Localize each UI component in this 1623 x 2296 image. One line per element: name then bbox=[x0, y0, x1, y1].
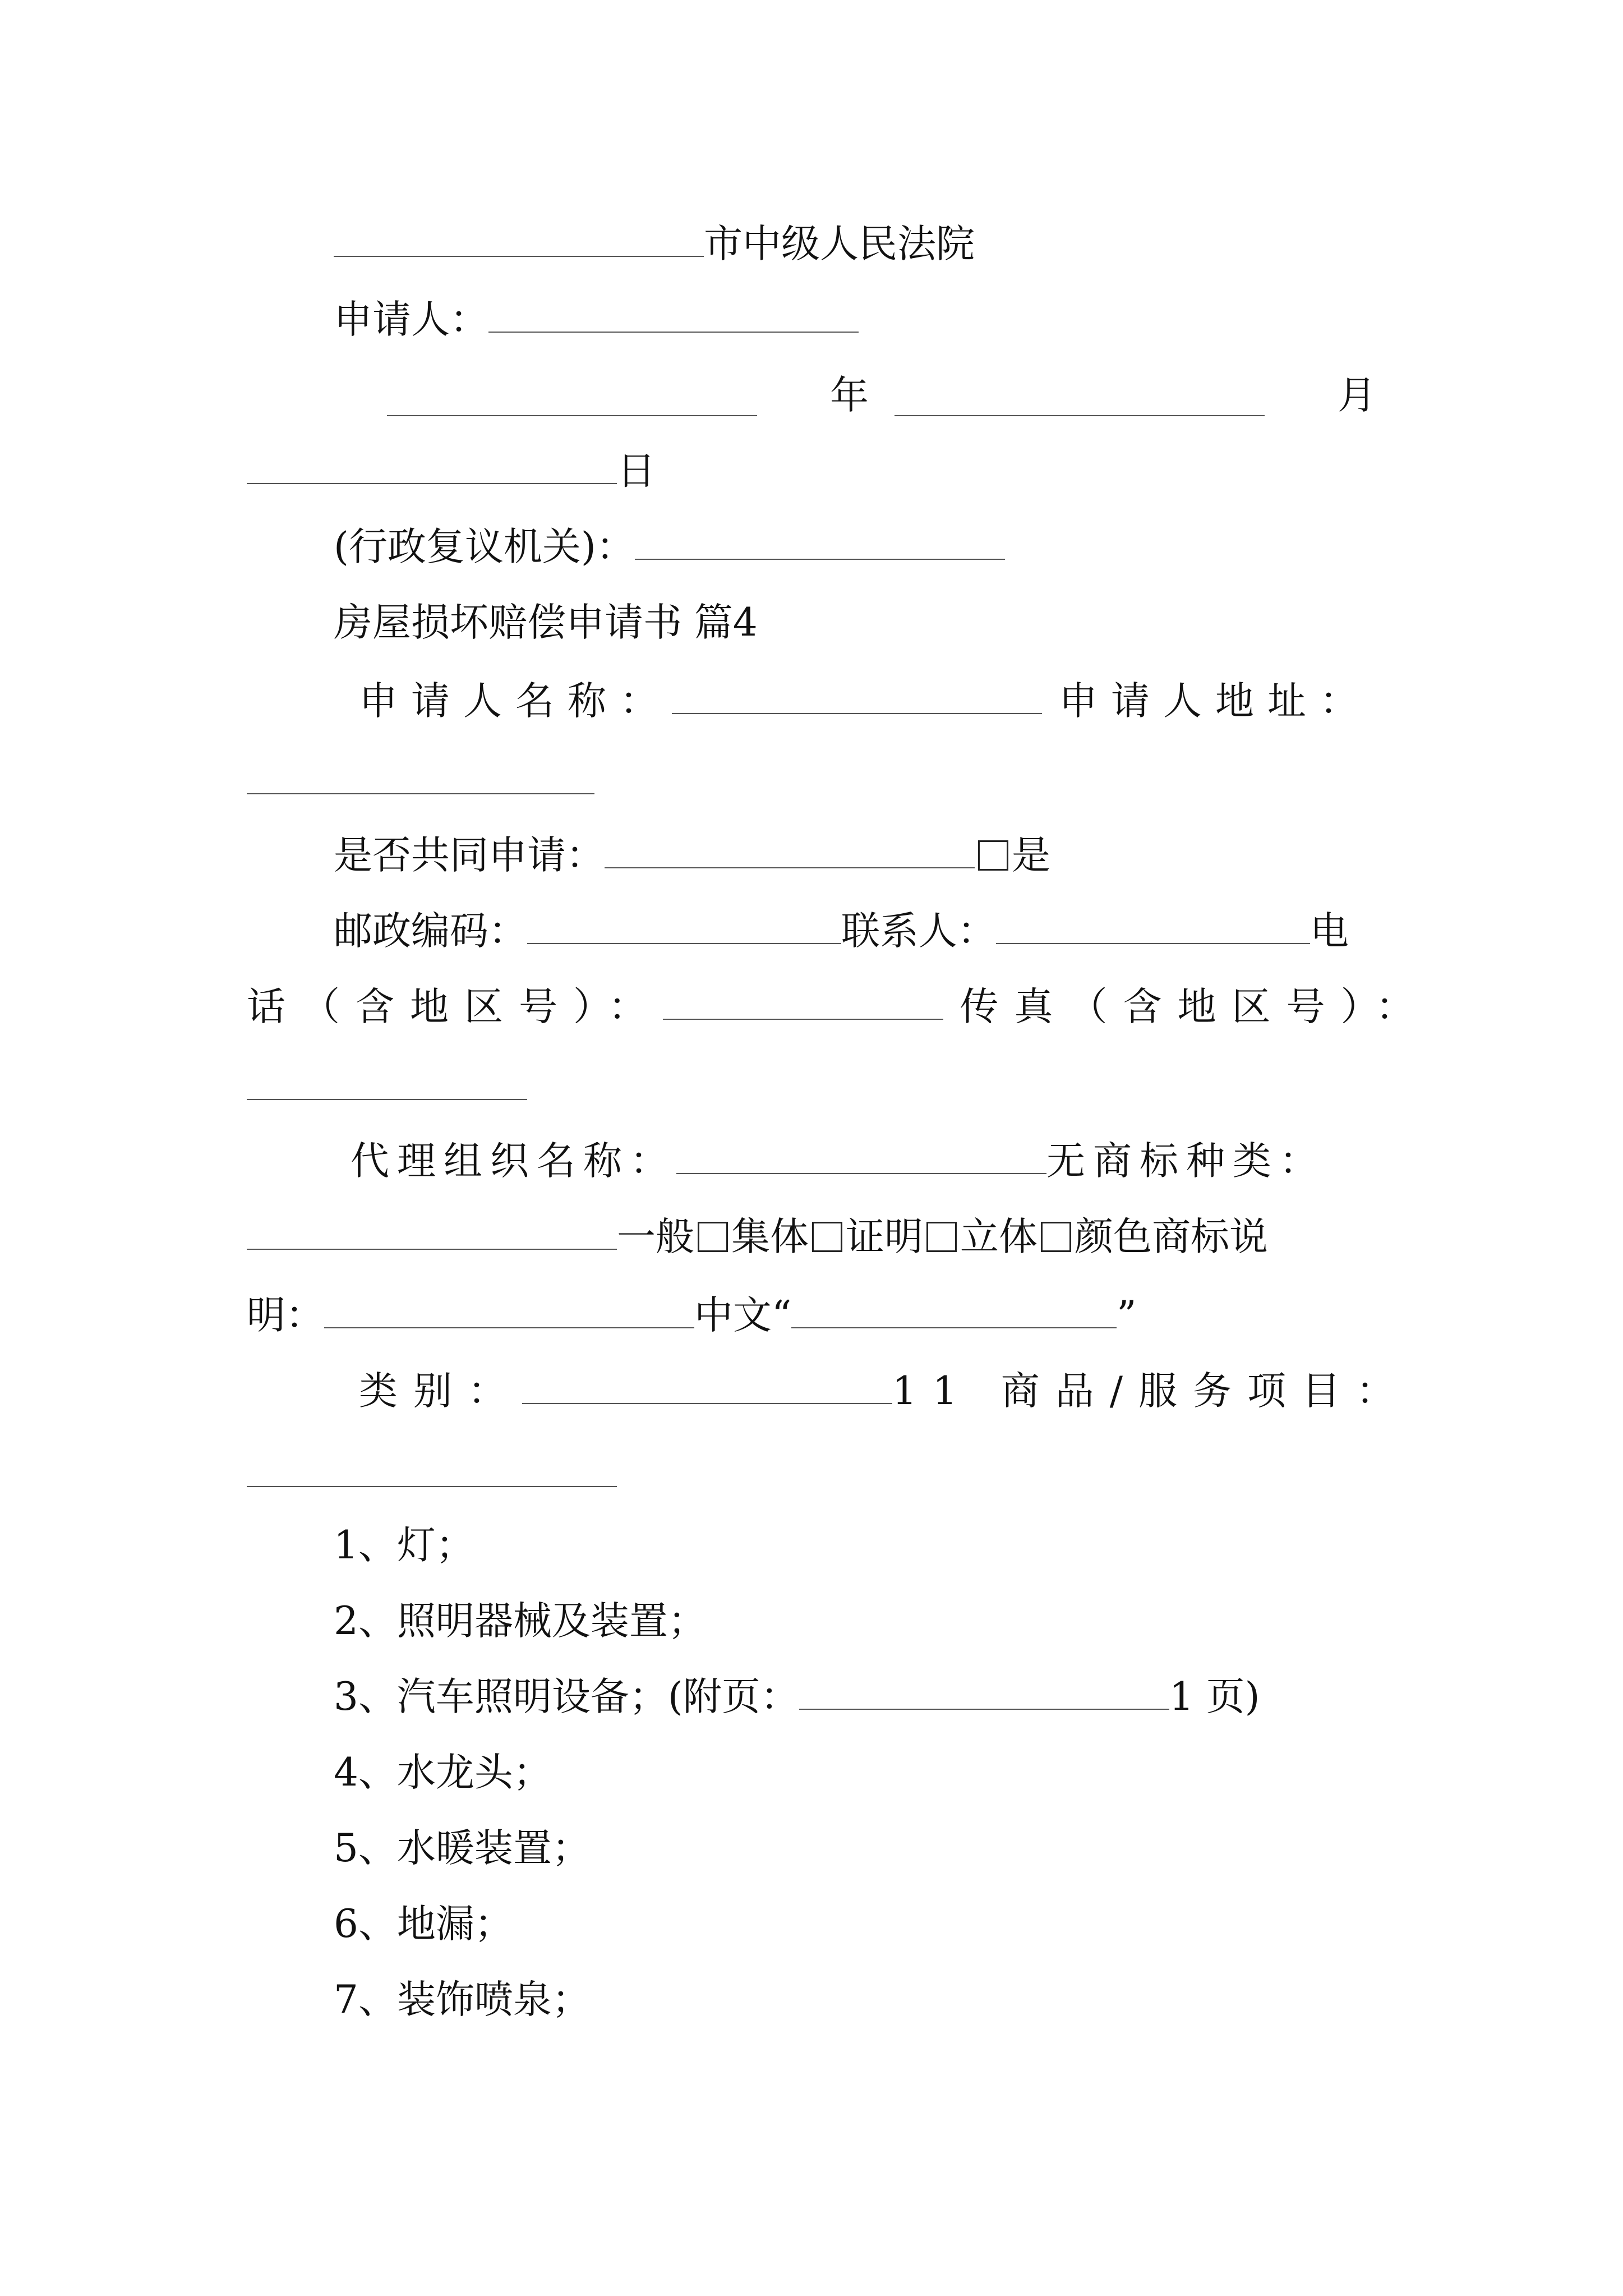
tm-type-certification: 证明 bbox=[846, 1214, 923, 1259]
joint-blank[interactable] bbox=[605, 831, 975, 868]
list-item-label: 3、汽车照明设备；(附页： bbox=[334, 1674, 799, 1719]
description-label: 明： bbox=[247, 1293, 324, 1338]
phone-label: 话（含地区号）： bbox=[247, 984, 663, 1029]
court-suffix: 市中级人民法院 bbox=[704, 222, 975, 266]
list-item: 6、地漏； bbox=[334, 1902, 513, 1947]
name-address-line bbox=[359, 670, 1372, 732]
list-item: 2、照明器械及装置； bbox=[334, 1599, 707, 1644]
applicant-line bbox=[334, 289, 859, 351]
tm-checkbox-3d[interactable] bbox=[926, 1222, 957, 1252]
day-line bbox=[247, 440, 656, 502]
year-label: 年 bbox=[830, 373, 869, 418]
review-org-blank[interactable] bbox=[635, 523, 1005, 560]
joint-label: 是否共同申请： bbox=[334, 833, 605, 878]
tm-checkbox-certification[interactable] bbox=[812, 1222, 842, 1252]
applicant-label: 申请人： bbox=[334, 297, 488, 342]
applicant-blank[interactable] bbox=[488, 296, 859, 333]
attachment-blank[interactable] bbox=[799, 1673, 1169, 1710]
agent-line bbox=[351, 1130, 1326, 1192]
list-item-with-attachment bbox=[334, 1666, 1260, 1728]
tm-type-collective: 集体 bbox=[731, 1214, 809, 1259]
day-label: 日 bbox=[617, 449, 656, 494]
chinese-blank[interactable] bbox=[791, 1291, 1117, 1328]
class-label: 类别： bbox=[359, 1369, 522, 1414]
address-label: 申请人地址： bbox=[1059, 679, 1372, 724]
agent-label: 代理组织名称： bbox=[351, 1139, 676, 1184]
description-blank[interactable] bbox=[324, 1291, 694, 1328]
tm-checkbox-color[interactable] bbox=[1041, 1222, 1071, 1252]
list-item: 5、水暖装置； bbox=[334, 1826, 591, 1871]
section-title: 房屋损坏赔偿申请书 篇4 bbox=[334, 600, 758, 645]
class-blank[interactable] bbox=[522, 1367, 892, 1404]
tm-checkbox-collective[interactable] bbox=[698, 1222, 728, 1252]
date-line bbox=[0, 365, 1623, 426]
attachment-suffix: 1 页) bbox=[1169, 1674, 1260, 1719]
joint-checkbox[interactable] bbox=[978, 840, 1008, 871]
joint-line bbox=[334, 825, 1050, 886]
list-item: 1、灯； bbox=[334, 1523, 474, 1568]
contact-label: 联系人： bbox=[841, 909, 996, 954]
address-blank[interactable] bbox=[247, 757, 594, 794]
month-label: 月 bbox=[1338, 373, 1376, 418]
class-value: 11 商品/服务项目： bbox=[892, 1369, 1410, 1414]
phone-label-start: 电 bbox=[1310, 909, 1349, 954]
postal-line bbox=[334, 900, 1349, 962]
name-label: 申请人名称： bbox=[359, 679, 672, 724]
tm-type-general: 一般 bbox=[617, 1214, 694, 1259]
tm-types-line bbox=[247, 1206, 1268, 1268]
fax-blank[interactable] bbox=[247, 1063, 527, 1100]
phone-fax-line bbox=[247, 976, 1430, 1038]
day-blank[interactable] bbox=[247, 447, 617, 484]
goods-services-blank[interactable] bbox=[247, 1450, 617, 1487]
month-blank[interactable] bbox=[895, 379, 1265, 416]
agent-blank[interactable] bbox=[676, 1137, 1046, 1174]
tm-type-color: 颜色商标说 bbox=[1075, 1214, 1268, 1259]
tm-type-3d: 立体 bbox=[960, 1214, 1038, 1259]
fax-label: 传真（含地区号）： bbox=[960, 984, 1430, 1029]
chinese-close: ” bbox=[1117, 1293, 1137, 1338]
description-line bbox=[247, 1285, 1137, 1346]
joint-option: 是 bbox=[1012, 833, 1050, 878]
chinese-label: 中文“ bbox=[694, 1293, 792, 1338]
postal-label: 邮政编码： bbox=[334, 909, 527, 954]
list-item: 4、水龙头； bbox=[334, 1750, 552, 1795]
class-line bbox=[359, 1360, 1410, 1422]
no-tm-label: 无商标种类： bbox=[1046, 1139, 1326, 1184]
review-org-line bbox=[334, 516, 1005, 578]
postal-blank[interactable] bbox=[527, 907, 841, 944]
year-blank[interactable] bbox=[387, 379, 757, 416]
list-item: 7、装饰喷泉； bbox=[334, 1977, 591, 2022]
court-line bbox=[334, 213, 975, 275]
phone-blank[interactable] bbox=[663, 983, 943, 1020]
review-org-label: (行政复议机关)： bbox=[334, 524, 635, 569]
court-blank[interactable] bbox=[334, 220, 704, 257]
tm-type-blank[interactable] bbox=[247, 1213, 617, 1250]
name-blank[interactable] bbox=[672, 677, 1042, 714]
contact-blank[interactable] bbox=[996, 907, 1310, 944]
